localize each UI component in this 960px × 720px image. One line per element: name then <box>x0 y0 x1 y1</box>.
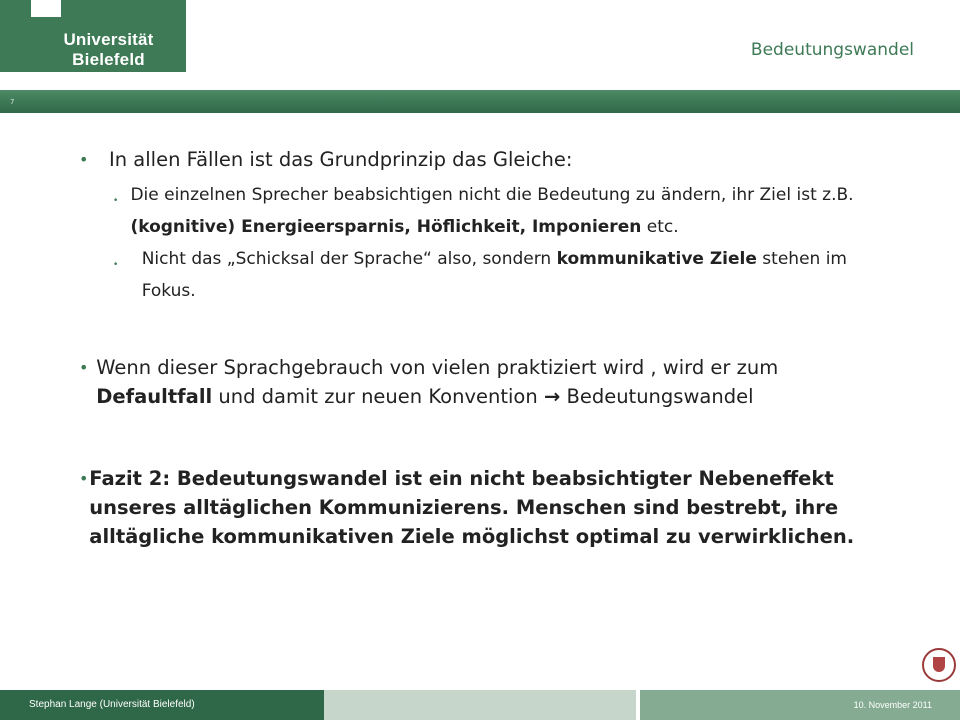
sub-bullet-1 <box>113 179 873 243</box>
bullet-3-text: Fazit 2: Bedeutungswandel ist ein nicht beabsichtigter Nebeneffekt unseres alltäglichen Kommunizierens. Menschen sind bestrebt, ihre alltägliche kommunikativen Ziele möglichst optimal zu verwirklichen. <box>89 467 855 548</box>
footer-divider <box>636 690 640 720</box>
sub-bullet-2-text: Nicht das „Schicksal der Sprache“ also, sondern kommunikative Ziele stehen im Fokus. <box>141 249 847 301</box>
bullet-icon: • <box>79 469 89 488</box>
arrow-right-icon: → <box>543 385 561 408</box>
bullet-2 <box>79 353 869 411</box>
bullet-icon: • <box>113 196 119 206</box>
bullet-3 <box>79 464 869 551</box>
sub-bullet-2 <box>113 243 873 307</box>
bullet-1 <box>79 145 869 174</box>
footer-middle <box>324 690 636 720</box>
bullet-icon: • <box>79 358 89 377</box>
logo-bar-top <box>61 0 186 17</box>
bullet-icon: • <box>79 150 89 169</box>
bullet-icon: • <box>113 260 119 270</box>
bullet-1-text: In allen Fällen ist das Grundprinzip das Gleiche: <box>109 148 573 171</box>
title-bar <box>0 90 960 113</box>
logo-bar-vertical <box>0 0 31 72</box>
university-seal-icon <box>922 648 956 682</box>
footer-author: Stephan Lange (Universität Bielefeld) <box>29 699 195 710</box>
page-number: 7 <box>10 98 15 106</box>
bullet-2-text: Wenn dieser Sprachgebrauch von vielen praktiziert wird , wird er zum Defaultfall und damit zur neuen Konvention → Bedeutungswandel <box>96 356 779 408</box>
slide-title: Bedeutungswandel <box>750 40 914 60</box>
sub-bullet-1-text: Die einzelnen Sprecher beabsichtigen nicht die Bedeutung zu ändern, ihr Ziel ist z.B. (kognitive) Energieersparnis, Höflichkeit, Imponieren etc. <box>130 185 854 237</box>
logo-text: Universität Bielefeld <box>63 30 154 69</box>
footer-date: 10. November 2011 <box>853 700 932 710</box>
